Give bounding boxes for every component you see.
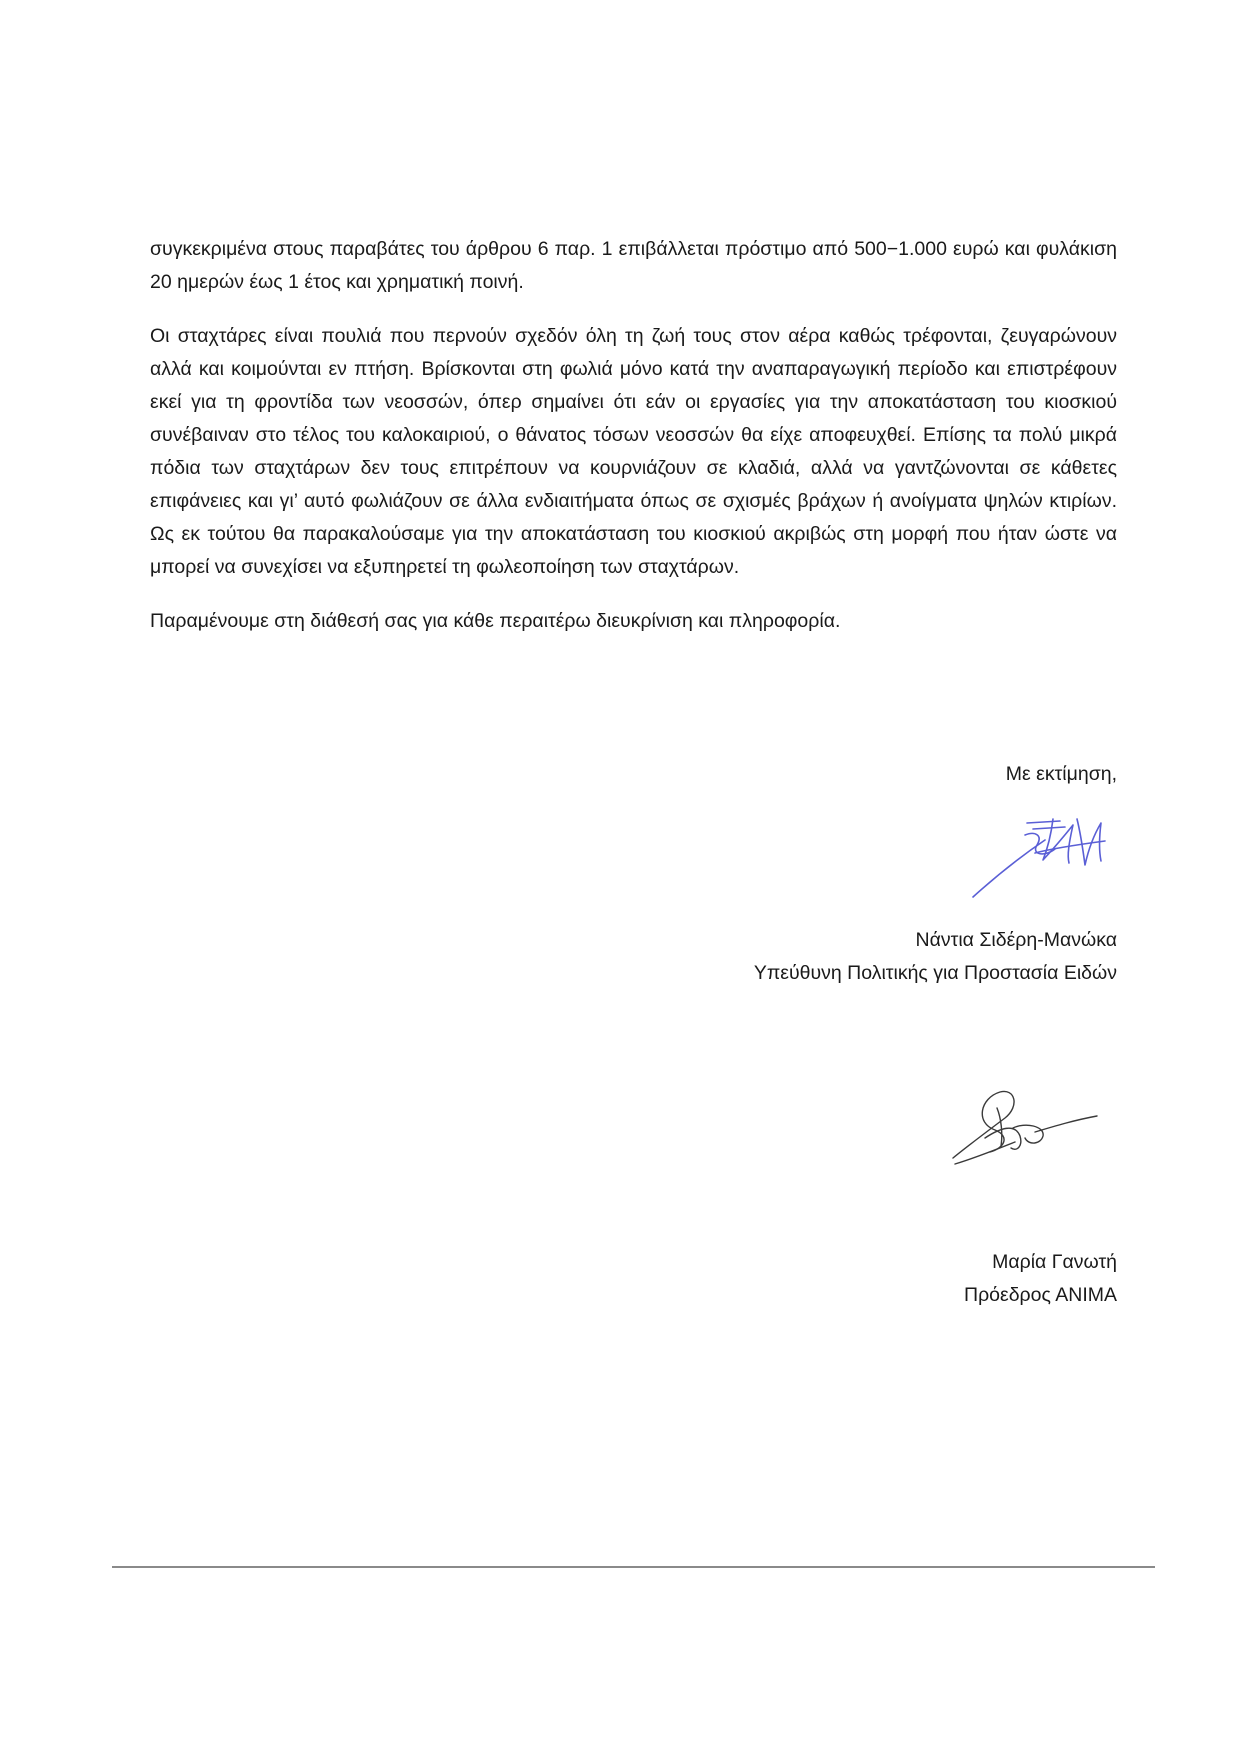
- signer-1-title: Υπεύθυνη Πολιτικής για Προστασία Ειδών: [753, 962, 1117, 984]
- paragraph-penalties: συγκεκριμένα στους παραβάτες του άρθρου 6 παρ. 1 επιβάλλεται πρόστιμο από 500−1.000 ευρώ και φυλάκιση 20 ημερών έως 1 έτος και χρηματική ποινή.: [150, 238, 1117, 293]
- footer-divider: [112, 1566, 1155, 1568]
- signer-1-name: Νάντια Σιδέρη-Μανώκα: [915, 929, 1117, 951]
- signer-1-block: [600, 924, 1117, 990]
- closing-greeting: Με εκτίμηση,: [1005, 763, 1117, 785]
- paragraph-availability: Παραμένουμε στη διάθεσή σας για κάθε περαιτέρω διευκρίνιση και πληροφορία.: [150, 610, 841, 632]
- signer-2-title: Πρόεδρος ΑΝΙΜΑ: [963, 1284, 1117, 1306]
- paragraph-swallows: Οι σταχτάρες είναι πουλιά που περνούν σχεδόν όλη τη ζωή τους στον αέρα καθώς τρέφονται, ζευγαρώνουν αλλά και κοιμούνται εν πτήση. Βρίσκονται στη φωλιά μόνο κατά την αναπαραγωγική περίοδο και επιστρέφουν εκεί για τη φροντίδα των νεοσσών, όπερ σημαίνει ότι εάν οι εργασίες για την αποκατάσταση του κιοσκιού συνέβαιναν στο τέλος του καλοκαιριού, ο θάνατος τόσων νεοσσών θα είχε αποφευχθεί. Επίσης τα πολύ μικρά πόδια των σταχτάρων δεν τους επιτρέπουν να κουρνιάζουν σε κλαδιά, αλλά να γαντζώνονται σε κάθετες επιφάνειες και γι’ αυτό φωλιάζουν σε άλλα ενδιαιτήματα όπως σε σχισμές βράχων ή ανοίγματα ψηλών κτιρίων. Ως εκ τούτου θα παρακαλούσαμε για την αποκατάσταση του κιοσκιού ακριβώς στη μορφή που ήταν ώστε να μπορεί να συνεχίσει να εξυπηρετεί τη φωλεοποίηση των σταχτάρων.: [150, 325, 1117, 578]
- signature-1-image: [965, 805, 1115, 905]
- signature-2-image: [945, 1078, 1105, 1178]
- signer-2-name: Μαρία Γανωτή: [992, 1251, 1117, 1273]
- letter-body: [150, 233, 1117, 659]
- signer-2-block: [600, 1246, 1117, 1312]
